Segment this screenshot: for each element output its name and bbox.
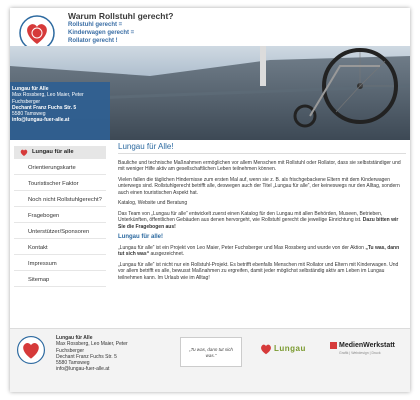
medienwerkstatt-logo-icon <box>330 342 337 349</box>
paragraph-4-text: Das Team von „Lungau für alle“ entwickelt zuerst einen Katalog für den Lungau mit allen Behörden, Museen, Betrieben, Unterkünften, öffentlichen Gebäuden aus denen hervorgeht, wie Rollstuhl gerecht die jeweilige Einrichtung ist. <box>118 210 383 223</box>
page-title: Lungau für Alle! <box>118 144 406 154</box>
paragraph-5-end: ausgezeichnet. <box>150 251 185 257</box>
header-names: Max Rossberg, Leo Maier, Peter Fuchsberger <box>12 92 84 105</box>
paragraph-3: Katalog, Website und Beratung <box>118 200 188 206</box>
paragraph-5-emphasis: „Tu was, dann tut sich was“ <box>118 244 400 257</box>
sponsor-medienwerkstatt[interactable] <box>330 339 402 361</box>
sponsor-tu-was-label: „Tu was, dann tut sich was.“ <box>189 347 233 358</box>
nav-item-label: Unterstützer/Sponsoren <box>28 229 90 235</box>
nav-item-noch-nicht-rollstuhlgerecht[interactable] <box>14 194 106 207</box>
header <box>10 8 410 140</box>
sponsor-tu-was[interactable] <box>180 337 242 367</box>
nav-item-label: Lungau für alle <box>32 149 74 155</box>
nav-item-label: Impressum <box>28 261 57 267</box>
header-title: Warum Rollstuhl gerecht? <box>68 11 174 21</box>
paragraph-1: Bauliche und technische Maßnahmen ermöglichen vor allem Menschen mit Rollstuhl oder Rollator, dass sie selbstständiger und mit weniger Hilfe aktiv am gesellschaftlichen Leben teilnehmen können. <box>118 159 401 172</box>
sponsor-lungau[interactable] <box>260 339 320 361</box>
heart-icon <box>20 149 28 156</box>
paragraph-4-emphasis: Dazu bitten wir Sie die Fragebogen aus! <box>118 217 399 230</box>
nav-item-orientierungskarte[interactable] <box>14 162 106 175</box>
tagline-3: Rollator gerecht ! <box>68 38 118 44</box>
header-email[interactable]: info@lungau-fuer-alle.at <box>12 117 70 124</box>
paragraph-5 <box>118 245 406 258</box>
section-heading: Lungau für alle! <box>118 234 163 240</box>
header-city: 5580 Tamsweg <box>12 111 46 118</box>
paragraph-4 <box>118 211 406 231</box>
paragraph-6: „Lungau für alle“ ist nicht nur ein Rollstuhl-Projekt. Es betrifft ebenfalls Menschen mit Rollator und Eltern mit Kinderwagen. Und vor allem betrifft es alle, bewusst Maßnahmen zu ergreifen, damit jeder möglichst selbständig aktiv am Leben im Lungau teilnehmen kann. Im Urlaub wie im Alltag! <box>118 261 399 281</box>
nav-item-label: Touristischer Faktor <box>28 181 79 187</box>
footer-address <box>56 335 156 373</box>
paragraph-2: Vielen fallen die täglichen Hindernisse zum ersten Mal auf, wenn sie z. B. als frischgebackene Eltern mit dem Kinderwagen unterwegs sind. Rollstuhlgerecht betrifft alle, deswegen auch der Titel „Lungau für alle“, der keineswegs nur den Alltag, sondern auch einen touristischen Aspekt hat. <box>118 176 400 196</box>
header-org: Lungau für Alle <box>12 86 49 92</box>
header-street: Dechant Franz Fuchs Str. 5 <box>12 104 77 111</box>
nav-item-label: Noch nicht Rollstuhlgerecht? <box>28 197 102 203</box>
nav-item-label: Orientierungskarte <box>28 165 76 171</box>
footer-org: Lungau für Alle <box>56 335 93 341</box>
footer-email[interactable]: info@lungau-fuer-alle.at <box>56 366 110 373</box>
sponsor-medienwerkstatt-label: MedienWerkstatt <box>339 342 395 349</box>
nav-item-lungau-fuer-alle[interactable] <box>14 146 106 159</box>
sidebar-nav <box>10 140 110 326</box>
heart-icon <box>260 343 272 355</box>
sponsor-medienwerkstatt-sub: Grafik | Webdesign | Druck <box>339 351 381 355</box>
tagline-1: Rollstuhl gerecht = <box>68 22 123 28</box>
heart-logo-icon[interactable] <box>16 335 46 365</box>
footer-city: 5580 Tamsweg <box>56 360 90 367</box>
paragraph-5-text: „Lungau für alle“ ist ein Projekt von Leo Maier, Peter Fuchsberger und Max Rossberg und wurde von der Aktion <box>118 244 364 251</box>
footer-street: Dechant Franz Fuchs Str. 5 <box>56 353 117 360</box>
nav-item-fragebogen[interactable] <box>14 210 106 223</box>
footer-names: Max Rossberg, Leo Maier, Peter Fuchsberger <box>56 341 128 354</box>
footer <box>10 328 410 392</box>
nav-item-touristischer-faktor[interactable] <box>14 178 106 191</box>
page <box>10 8 410 392</box>
header-address <box>12 86 108 124</box>
main-content <box>118 144 406 322</box>
nav-item-label: Sitemap <box>28 277 50 283</box>
nav-item-label: Kontakt <box>28 245 48 251</box>
nav-item-unterstuetzer-sponsoren[interactable] <box>14 226 106 239</box>
nav-item-kontakt[interactable] <box>14 242 106 255</box>
tagline-2: Kinderwagen gerecht = <box>68 30 135 36</box>
sponsor-lungau-label: Lungau <box>274 344 306 353</box>
nav-item-sitemap[interactable] <box>14 274 106 287</box>
nav-item-impressum[interactable] <box>14 258 106 271</box>
nav-item-label: Fragebogen <box>28 213 60 219</box>
